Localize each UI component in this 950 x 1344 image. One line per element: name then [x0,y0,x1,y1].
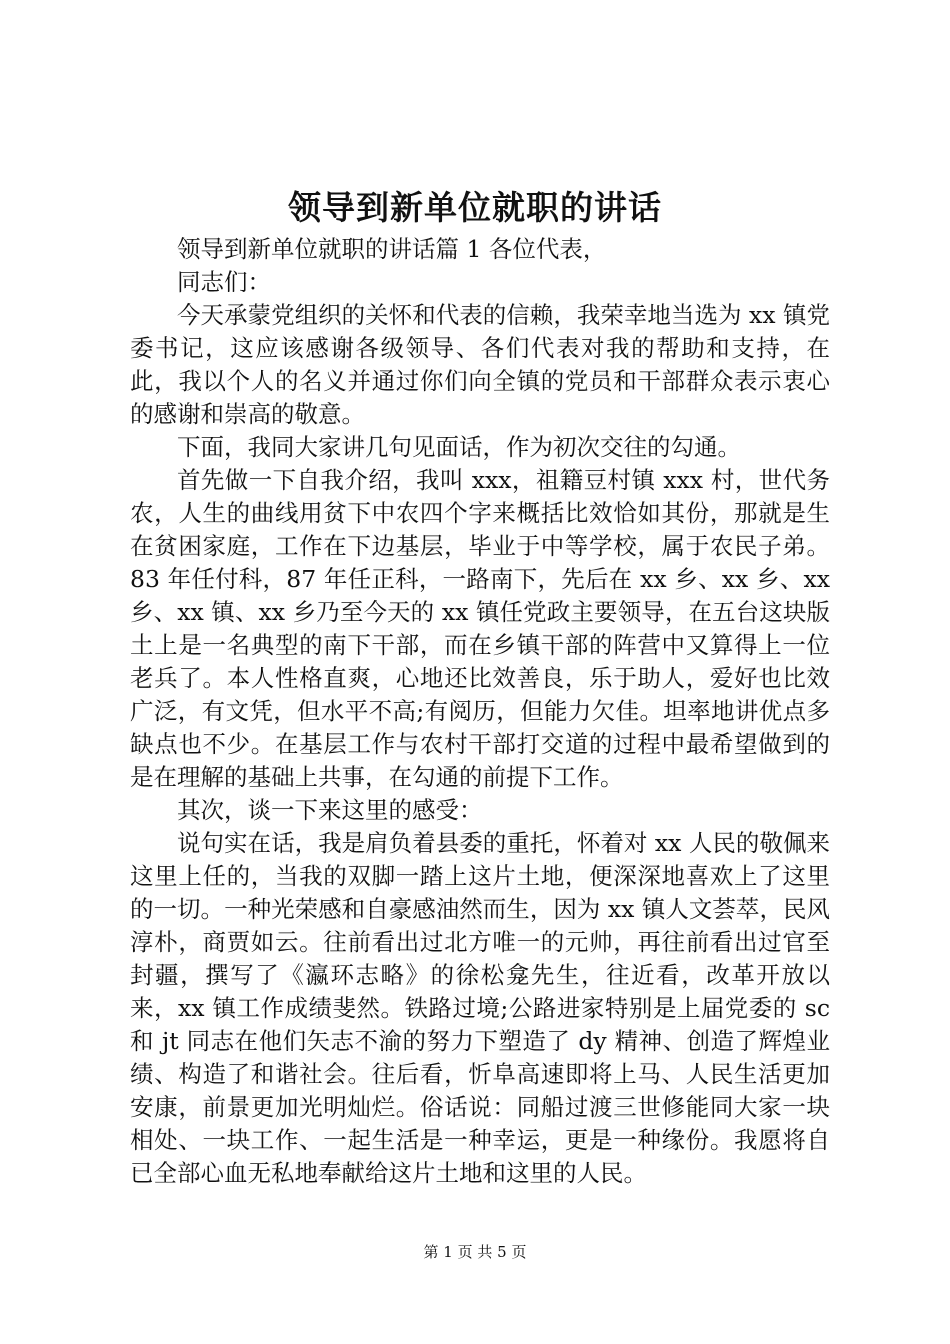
paragraph-opening: 领导到新单位就职的讲话篇 1 各位代表， [177,235,607,263]
page-indicator: 第 1 页 共 5 页 [423,1243,527,1261]
paragraph-intro: 下面，我同大家讲几句见面话，作为初次交往的勾通。 [177,433,741,461]
document-body [130,233,830,1190]
paragraph-salutation: 同志们： [177,268,271,296]
paragraph-section-heading: 其次，谈一下来这里的感受： [177,796,483,824]
paragraph-self-introduction: 首先做一下自我介绍，我叫 xxx，祖籍豆村镇 xxx 村，世代务农，人生的曲线用贫下中农四个字来概括比效恰如其份，那就是生在贫困家庭，工作在下边基层，毕业于中等学校，属于农民子弟。83 年任付科，87 年任正科，一路南下，先后在 xx 乡、xx 乡、xx 乡、xx 镇、xx 乡乃至今天的 xx 镇任党政主要领导，在五台这块版土上是一名典型的南下干部，而在乡镇干部的阵营中又算得上一位老兵了。本人性格直爽，心地还比效善良，乐于助人，爱好也比效广泛，有文凭，但水平不高;有阅历，但能力欠佳。坦率地讲优点多缺点也不少。在基层工作与农村干部打交道的过程中最希望做到的是在理解的基础上共事，在勾通的前提下工作。 [130,466,830,791]
paragraph-feelings: 说句实在话，我是肩负着县委的重托，怀着对 xx 人民的敬佩来这里上任的，当我的双脚一踏上这片土地，便深深地喜欢上了这里的一切。一种光荣感和自豪感油然而生，因为 xx 镇人文荟萃，民风淳朴，商贾如云。往前看出过北方唯一的元帅，再往前看出过官至封疆，撰写了《瀛环志略》的徐松龛先生，往近看，改革开放以来，xx 镇工作成绩斐然。铁路过境;公路进家特别是上届党委的 sc 和 jt 同志在他们矢志不渝的努力下塑造了 dy 精神、创造了辉煌业绩、构造了和谐社会。往后看，忻阜高速即将上马、人民生活更加安康，前景更加光明灿烂。俗话说：同船过渡三世修能同大家一块相处、一块工作、一起生活是一种幸运，更是一种缘份。我愿将自已全部心血无私地奉献给这片土地和这里的人民。 [130,829,830,1187]
paragraph-thanks: 今天承蒙党组织的关怀和代表的信赖，我荣幸地当选为 xx 镇党委书记，这应该感谢各级领导、各们代表对我的帮助和支持，在此，我以个人的名义并通过你们向全镇的党员和干部群众表示衷心的感谢和崇高的敬意。 [130,301,830,428]
document-title: 领导到新单位就职的讲话 [288,188,662,227]
